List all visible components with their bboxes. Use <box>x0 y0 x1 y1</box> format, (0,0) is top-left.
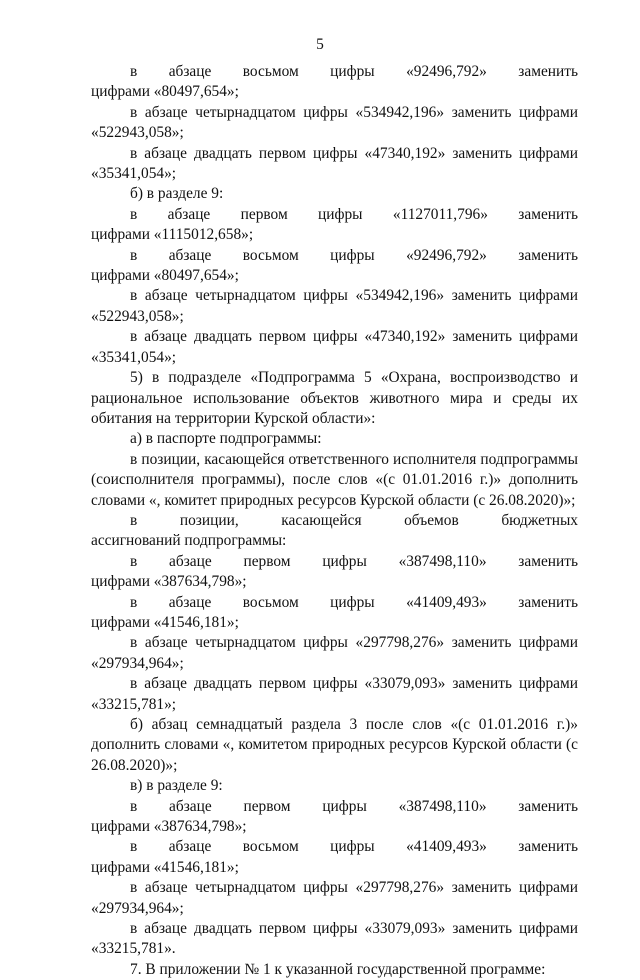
paragraph: в позиции, касающейся ответственного исполнителя подпрограммы (соисполнителя программы), после слов «(с 01.01.2016 г.)» дополнить словами «, комитет природных ресурсов Курской области (с 26.08.2020)»; <box>91 450 582 509</box>
section-heading: в) в разделе 9: <box>130 777 223 795</box>
paragraph: 7. В приложении № 1 к указанной государственной программе: <box>130 960 546 978</box>
paragraph: в абзаце двадцать первом цифры «33079,093» заменить цифрами «33215,781». <box>91 920 582 958</box>
paragraph: в абзаце четырнадцатом цифры «297798,276» заменить цифрами «297934,964»; <box>91 879 582 917</box>
paragraph: в абзаце двадцать первом цифры «47340,192» заменить цифрами «35341,054»; <box>91 328 582 366</box>
paragraph: в абзаце первом цифры «387498,110» заменить цифрами «387634,798»; <box>91 797 602 836</box>
paragraph: в абзаце восьмом цифры «92496,792» заменить цифрами «80497,654»; <box>91 63 602 101</box>
paragraph: в абзаце восьмом цифры «41409,493» заменить цифрами «41546,181»; <box>91 838 602 876</box>
paragraph: в абзаце четырнадцатом цифры «534942,196» заменить цифрами «522943,058»; <box>91 103 582 142</box>
paragraph: в абзаце первом цифры «387498,110» заменить цифрами «387634,798»; <box>91 552 602 591</box>
page-number: 5 <box>316 36 324 53</box>
paragraph: в абзаце четырнадцатом цифры «297798,276» заменить цифрами «297934,964»; <box>91 634 582 672</box>
paragraph: в абзаце двадцать первом цифры «47340,192» заменить цифрами «35341,054»; <box>91 144 582 183</box>
document-body <box>91 62 602 980</box>
paragraph: в позиции, касающейся объемов бюджетных ассигнований подпрограммы: <box>91 511 602 550</box>
section-heading: б) в разделе 9: <box>130 185 224 203</box>
paragraph: в абзаце восьмом цифры «92496,792» заменить цифрами «80497,654»; <box>91 246 602 285</box>
paragraph: в абзаце двадцать первом цифры «33079,093» заменить цифрами «33215,781»; <box>91 675 582 713</box>
section-heading: а) в паспорте подпрограммы: <box>130 430 322 448</box>
paragraph: 5) в подразделе «Подпрограмма 5 «Охрана, воспроизводство и рациональное использование объектов животного мира и среды их обитания на территории Курской области»: <box>91 369 582 427</box>
paragraph: в абзаце четырнадцатом цифры «534942,196» заменить цифрами «522943,058»; <box>91 287 582 325</box>
paragraph: в абзаце восьмом цифры «41409,493» заменить цифрами «41546,181»; <box>91 593 602 631</box>
paragraph: б) абзац семнадцатый раздела 3 после слов «(с 01.01.2016 г.)» дополнить словами «, комитетом природных ресурсов Курской области (с 26.08.2020)»; <box>91 716 582 774</box>
paragraph: в абзаце первом цифры «1127011,796» заменить цифрами «1115012,658»; <box>91 205 602 244</box>
